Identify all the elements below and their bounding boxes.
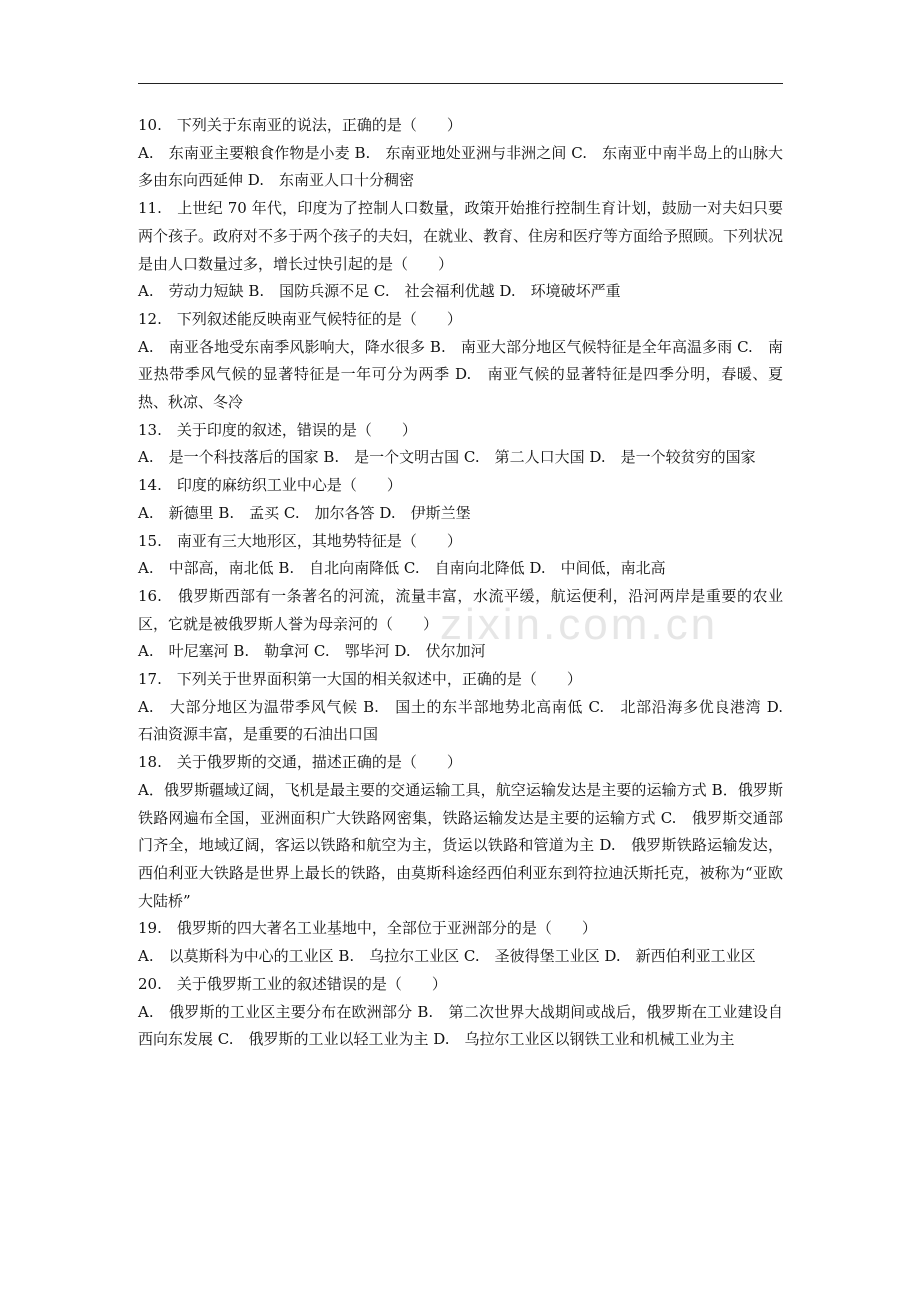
question-options: A. 大部分地区为温带季风气候 B. 国土的东半部地势北高南低 C. 北部沿海多优良港湾 D. 石油资源丰富，是重要的石油出口国 xyxy=(138,697,799,744)
question-stem: 20. 关于俄罗斯工业的叙述错误的是（ ） xyxy=(138,974,447,993)
question-13 xyxy=(138,417,783,472)
question-stem: 12. 下列叙述能反映南亚气候特征的是（ ） xyxy=(138,309,462,328)
watermark: zixin.com.cn xyxy=(440,600,719,649)
question-options: A. 以莫斯科为中心的工业区 B. 乌拉尔工业区 C. 圣彼得堡工业区 D. 新西伯利亚工业区 xyxy=(138,947,756,966)
question-options: A. 叶尼塞河 B. 勒拿河 C. 鄂毕河 D. 伏尔加河 xyxy=(138,642,486,661)
question-12 xyxy=(138,306,783,417)
question-stem: 18. 关于俄罗斯的交通，描述正确的是（ ） xyxy=(138,753,462,772)
question-stem: 15. 南亚有三大地形区，其地势特征是（ ） xyxy=(138,531,462,550)
question-options: A. 南亚各地受东南季风影响大，降水很多 B. 南亚大部分地区气候特征是全年高温多雨 C. 南亚热带季风气候的显著特征是一年可分为两季 D. 南亚气候的显著特征是四季分明，春暖、夏热、秋凉、冬冷 xyxy=(138,337,783,412)
question-stem: 16. 俄罗斯西部有一条著名的河流，流量丰富，水流平缓，航运便利，沿河两岸是重要的农业区，它就是被俄罗斯人誉为母亲河的（ ） xyxy=(138,586,783,633)
question-options: A. 劳动力短缺 B. 国防兵源不足 C. 社会福利优越 D. 环境破坏严重 xyxy=(138,282,621,301)
question-20 xyxy=(138,971,783,1054)
question-options: A. 是一个科技落后的国家 B. 是一个文明古国 C. 第二人口大国 D. 是一个较贫穷的国家 xyxy=(138,448,756,467)
question-14 xyxy=(138,472,783,527)
question-stem: 17. 下列关于世界面积第一大国的相关叙述中，正确的是（ ） xyxy=(138,670,582,689)
question-15 xyxy=(138,528,783,583)
question-options: A. 俄罗斯的工业区主要分布在欧洲部分 B. 第二次世界大战期间或战后，俄罗斯在工业建设自西向东发展 C. 俄罗斯的工业以轻工业为主 D. 乌拉尔工业区以钢铁工业和机械工业为主 xyxy=(138,1002,783,1049)
question-stem: 19. 俄罗斯的四大著名工业基地中，全部位于亚洲部分的是（ ） xyxy=(138,919,597,938)
question-stem: 14. 印度的麻纺织工业中心是（ ） xyxy=(138,476,402,495)
question-16 xyxy=(138,583,783,666)
header-rule xyxy=(138,83,783,84)
question-options: A. 东南亚主要粮食作物是小麦 B. 东南亚地处亚洲与非洲之间 C. 东南亚中南半岛上的山脉大多由东向西延伸 D. 东南亚人口十分稠密 xyxy=(138,143,783,190)
question-list xyxy=(138,112,799,1054)
question-options: A. 中部高，南北低 B. 自北向南降低 C. 自南向北降低 D. 中间低，南北高 xyxy=(138,559,666,578)
question-10 xyxy=(138,112,783,195)
question-19 xyxy=(138,915,783,970)
question-stem: 13. 关于印度的叙述，错误的是（ ） xyxy=(138,420,417,439)
question-18 xyxy=(138,749,783,915)
question-stem: 10. 下列关于东南亚的说法，正确的是（ ） xyxy=(138,116,462,134)
question-options: A．俄罗斯疆域辽阔，飞机是最主要的交通运输工具，航空运输发达是主要的运输方式 B．俄罗斯铁路网遍布全国，亚洲面积广大铁路网密集，铁路运输发达是主要的运输方式 C. 俄罗斯交通部门齐全，地域辽阔，客运以铁路和航空为主，货运以铁路和管道为主 D. 俄罗斯铁路运输发达，西伯利亚大铁路是世界上最长的铁路，由莫斯科途经西伯利亚东到符拉迪沃斯托克，被称为“亚欧大陆桥” xyxy=(138,780,783,910)
question-options: A. 新德里 B. 孟买 C. 加尔各答 D. 伊斯兰堡 xyxy=(138,503,471,522)
question-17 xyxy=(138,666,799,749)
question-stem: 11. 上世纪 70 年代，印度为了控制人口数量，政策开始推行控制生育计划，鼓励一对夫妇只要两个孩子。政府对不多于两个孩子的夫妇，在就业、教育、住房和医疗等方面给予照顾。下列状况是由人口数量过多，增长过快引起的是（ ） xyxy=(138,199,784,273)
question-11 xyxy=(138,195,783,306)
